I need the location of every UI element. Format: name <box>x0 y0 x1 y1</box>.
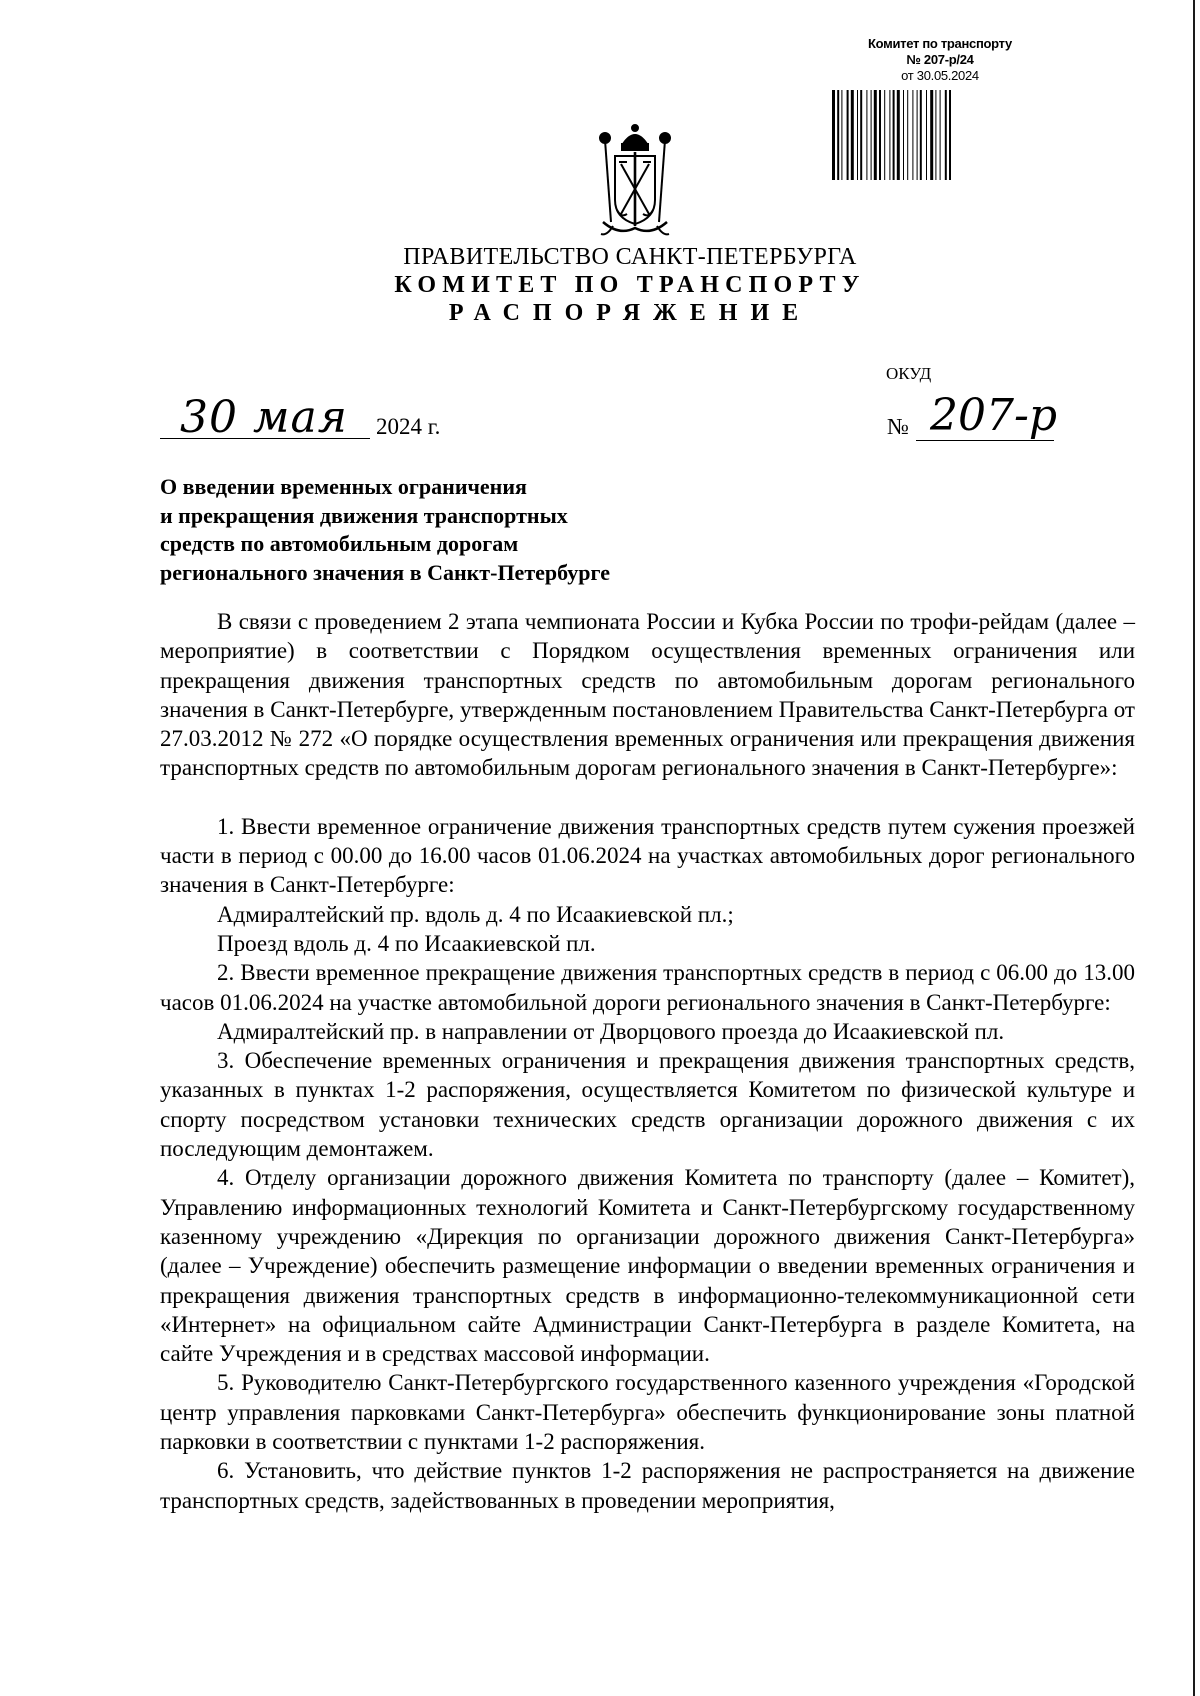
barcode-bar <box>930 90 933 180</box>
date-handwritten: 30 мая <box>180 392 348 443</box>
item-1-road-2: Проезд вдоль д. 4 по Исаакиевской пл. <box>217 930 596 956</box>
barcode-bar <box>860 90 862 180</box>
item-1-road-1: Адмиралтейский пр. вдоль д. 4 по Исаакиевской пл.; <box>217 901 734 927</box>
barcode-bar <box>851 90 854 180</box>
title-line: средств по автомобильным дорогам <box>160 531 519 556</box>
document-title <box>160 473 610 587</box>
item-6-paragraph: 6. Установить, что действие пунктов 1-2 распоряжения не распространяется на движение транспортных средств, задействованных в проведении мероприятия, <box>160 1458 1135 1513</box>
item-1-paragraph: 1. Ввести временное ограничение движения транспортных средств путем сужения проезжей части в период с 00.00 до 16.00 часов 01.06.2024 на участках автомобильных дорог регионального значения в Санкт-Петербурге: <box>160 813 1135 898</box>
barcode-bar <box>847 90 849 180</box>
barcode-bar <box>920 90 922 180</box>
title-line: регионального значения в Санкт-Петербурге <box>160 559 610 585</box>
government-heading: ПРАВИТЕЛЬСТВО САНКТ-ПЕТЕРБУРГА <box>403 244 857 270</box>
barcode-bar <box>879 90 881 180</box>
barcode-bar <box>832 90 835 180</box>
title-line: и прекращения движения транспортных <box>160 502 568 528</box>
barcode-bar <box>945 90 947 180</box>
barcode-bar <box>874 90 877 180</box>
barcode-bar <box>940 90 941 180</box>
barcode-icon <box>830 90 1036 180</box>
barcode-bar <box>893 90 895 180</box>
coat-of-arms-spb-icon <box>585 122 685 240</box>
barcode-bar <box>935 90 936 180</box>
barcode-bar <box>871 90 872 180</box>
barcode-bar <box>884 90 885 180</box>
okud-label: ОКУД <box>886 364 932 383</box>
item-2-road-1: Адмиралтейский пр. в направлении от Дворцового проезда до Исаакиевской пл. <box>217 1018 1005 1044</box>
barcode-bar <box>866 90 867 180</box>
document-type-heading: РАСПОРЯЖЕНИЕ <box>448 300 812 326</box>
barcode-bar <box>897 90 900 180</box>
stamp-date: от 30.05.2024 <box>901 68 979 83</box>
number-handwritten: 207-р <box>930 390 1058 441</box>
barcode-bar <box>926 90 927 180</box>
committee-heading: КОМИТЕТ ПО ТРАНСПОРТУ <box>394 272 866 298</box>
stamp-committee: Комитет по транспорту <box>868 36 1012 51</box>
title-line: О введении временных ограничения <box>160 474 527 499</box>
date-underline <box>160 438 370 439</box>
item-3-paragraph: 3. Обеспечение временных ограничения и прекращения движения транспортных средств, указанных в пунктах 1-2 распоряжения, осуществляется Комитетом по физической культуре и спорту посредством установки технических средств организации дорожного движения с их последующим демонтажем. <box>160 1048 1135 1162</box>
preamble-paragraph: В связи с проведением 2 этапа чемпионата России и Кубка России по трофи-рейдам (далее – мероприятие) в соответствии с Порядком осуществления временных ограничения или прекращения движения транспортных средств по автомобильным дорогам регионального значения в Санкт-Петербурге, утвержденным постановлением Правительства Санкт-Петербурга от 27.03.2012 № 272 «О порядке осуществления временных ограничения или прекращения движения транспортных средств по автомобильным дорогам регионального значения в Санкт-Петербурге»: <box>160 609 1135 781</box>
stamp-number: № 207-р/24 <box>906 52 974 67</box>
date-year: 2024 г. <box>376 414 441 439</box>
barcode-bar <box>912 90 913 180</box>
barcode-bar <box>857 90 858 180</box>
item-2-paragraph: 2. Ввести временное прекращение движения транспортных средств в период с 06.00 до 13.00 часов 01.06.2024 на участке автомобильной дороги регионального значения в Санкт-Петербурге: <box>160 960 1135 1015</box>
item-4-paragraph: 4. Отделу организации дорожного движения Комитета по транспорту (далее – Комитет), Управлению информационных технологий Комитета и Санкт-Петербургскому государственному казенному учреждению «Дирекция по организации дорожного движения Санкт-Петербурга» (далее – Учреждение) обеспечить размещение информации о введении временных ограничения и прекращения движения транспортных средств в информационно-телекоммуникационной сети «Интернет» на официальном сайте Администрации Санкт-Петербурга в разделе Комитета, на сайте Учреждения и в средствах массовой информации. <box>160 1165 1135 1367</box>
barcode-bar <box>917 90 918 180</box>
barcode-bar <box>949 90 951 180</box>
barcode-bar <box>837 90 839 180</box>
number-sign: № <box>887 414 909 439</box>
item-5-paragraph: 5. Руководителю Санкт-Петербургского государственного казенного учреждения «Городской центр управления парковками Санкт-Петербурга» обеспечить функционирование зоны платной парковки в соответствии с пунктами 1-2 распоряжения. <box>160 1370 1135 1455</box>
document-body <box>160 607 1135 1515</box>
barcode-bar <box>841 90 842 180</box>
number-underline <box>916 440 1054 441</box>
barcode-bar <box>907 90 908 180</box>
barcode-bar <box>889 90 890 180</box>
barcode-bar <box>903 90 904 180</box>
